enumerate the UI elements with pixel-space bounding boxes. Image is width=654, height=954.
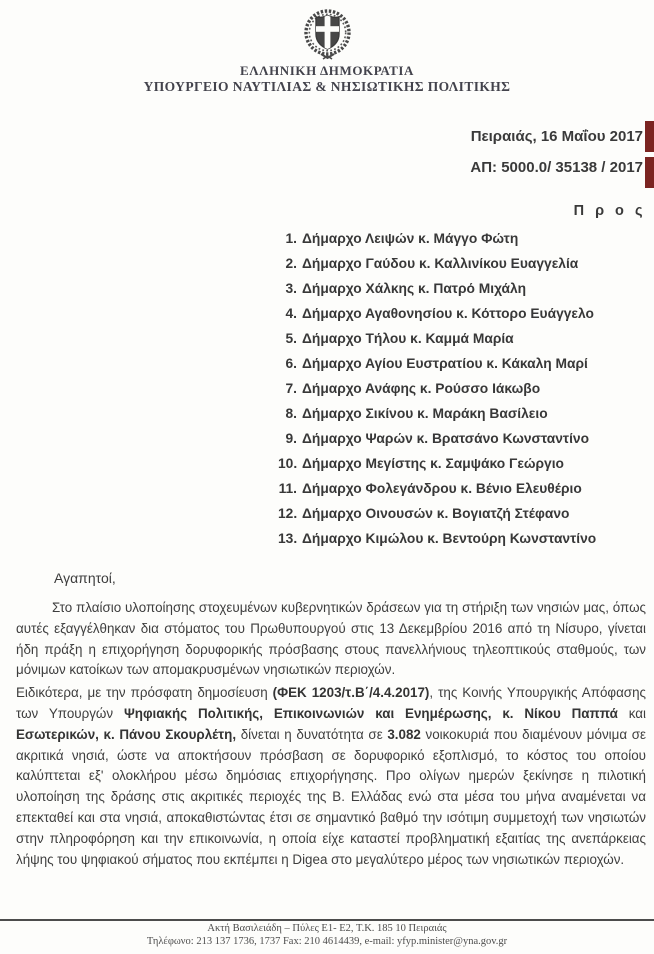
recipient-item: [278, 426, 596, 451]
recipient-name: Δήμαρχο Λειψών κ. Μάγγο Φώτη: [302, 231, 519, 246]
recipient-name: Δήμαρχο Φολεγάνδρου κ. Βένιο Ελευθέριο: [302, 481, 582, 496]
recipient-name: Δήμαρχο Κιμώλου κ. Βεντούρη Κωνσταντίνο: [302, 531, 597, 546]
recipient-number: 8.: [285, 406, 297, 421]
recipient-number: 5.: [285, 331, 297, 346]
recipient-name: Δήμαρχο Αγαθονησίου κ. Κόττορο Ευάγγελο: [302, 306, 594, 321]
letter-body: [16, 598, 646, 870]
recipient-number: 7.: [285, 381, 297, 396]
salutation: Αγαπητοί,: [54, 570, 116, 586]
greek-coat-of-arms-icon: [299, 6, 356, 63]
recipient-item: [278, 526, 596, 551]
footer-divider: [0, 919, 654, 921]
recipient-item: [278, 451, 596, 476]
recipient-name: Δήμαρχο Γαύδου κ. Καλλινίκου Ευαγγελία: [302, 256, 579, 271]
recipient-name: Δήμαρχο Ψαρών κ. Βρατσάνο Κωνσταντίνο: [302, 431, 589, 446]
recipient-number: 2.: [285, 256, 297, 271]
protocol-number: ΑΠ: 5000.0/ 35138 / 2017: [470, 159, 643, 176]
recipient-number: 4.: [285, 306, 297, 321]
recipients-list: [278, 226, 596, 551]
body-paragraph-1: Στο πλαίσιο υλοποίησης στοχευμένων κυβερνητικών δράσεων για τη στήριξη των νησιών μας, όπως αυτές εξαγγέλθηκαν δια στόματος του Πρωθυπουργού στις 13 Δεκεμβρίου 2016 από τη Νίσυρο, γίνεται ήδη πράξη η επιχορήγηση δορυφορικής πρόσβασης στους πανελλήνιους τηλεοπτικούς σταθμούς, των μόνιμων κατοίκων των απομακρυσμένων νησιωτικών περιοχών.: [16, 600, 646, 678]
recipient-item: [278, 301, 596, 326]
recipient-number: 13.: [278, 531, 298, 546]
footer-address: Ακτή Βασιλειάδη – Πύλες Ε1- Ε2, Τ.Κ. 185 10 Πειραιάς: [207, 923, 447, 934]
ministry-title: ΥΠΟΥΡΓΕΙΟ ΝΑΥΤΙΛΙΑΣ & ΝΗΣΙΩΤΙΚΗΣ ΠΟΛΙΤΙΚΗΣ: [143, 79, 511, 94]
recipient-number: 12.: [278, 506, 298, 521]
recipient-item: [278, 376, 596, 401]
recipient-name: Δήμαρχο Τήλου κ. Καμμά Μαρία: [302, 331, 514, 346]
recipient-name: Δήμαρχο Οινουσών κ. Βογιατζή Στέφανο: [302, 506, 570, 521]
recipient-item: [278, 326, 596, 351]
recipient-number: 6.: [285, 356, 297, 371]
recipient-name: Δήμαρχο Χάλκης κ. Πατρό Μιχάλη: [302, 281, 527, 296]
place-and-date: Πειραιάς, 16 Μαΐου 2017: [470, 128, 643, 145]
recipient-name: Δήμαρχο Αγίου Ευστρατίου κ. Κάκαλη Μαρί: [302, 356, 588, 371]
recipient-number: 3.: [285, 281, 297, 296]
recipient-item: [278, 476, 596, 501]
scan-edge-mark: [645, 157, 654, 188]
recipient-number: 9.: [285, 431, 297, 446]
recipient-item: [278, 226, 596, 251]
recipient-item: [278, 401, 596, 426]
recipient-item: [278, 251, 596, 276]
recipient-item: [278, 501, 596, 526]
body-paragraph-2: Ειδικότερα, με την πρόσφατη δημοσίευση (ΦΕΚ 1203/τ.Β΄/4.4.2017), της Κοινής Υπουργικής Απόφασης των Υπουργών Ψηφιακής Πολιτικής, Επικοινωνιών και Ενημέρωσης, κ. Νίκου Παππά και Εσωτερικών, κ. Πάνου Σκουρλέτη, δίνεται η δυνατότητα σε 3.082 νοικοκυριά που διαμένουν μόνιμα σε ακριτικά νησιά, ώστε να αποκτήσουν πρόσβαση σε δορυφορικό εξοπλισμό, το κόστος του οποίου καλύπτεται εξ' ολοκλήρου μέσω δημόσιας επιχορήγησης. Προ ολίγων ημερών ξεκίνησε η πιλοτική υλοποίηση της δράσης στις ακριτικές περιοχές της Β. Ελλάδας ενώ στα μέσα του μήνα αναμένεται να επεκταθεί και στα νησιά, αποκαθιστώντας έτσι σε σημαντικό βαθμό την ισότιμη συμμετοχή των νησιωτών στην πληροφόρηση και την επικοινωνία, η οποία είχε καταστεί προβληματική εξαιτίας της ανεπάρκειας λήψης του ψηφιακού σήματος που εκπέμπει η Digea στο μεγαλύτερο μέρος των νησιωτικών περιοχών.: [16, 685, 646, 867]
recipient-item: [278, 351, 596, 376]
recipient-number: 11.: [278, 481, 297, 496]
republic-title: ΕΛΛΗΝΙΚΗ ΔΗΜΟΚΡΑΤΙΑ: [239, 63, 415, 78]
footer-contact: Τηλέφωνο: 213 137 1736, 1737 Fax: 210 4614439, e-mail: yfyp.minister@yna.gov.gr: [146, 936, 508, 947]
recipient-name: Δήμαρχο Μεγίστης κ. Σαμψάκο Γεώργιο: [302, 456, 564, 471]
recipient-name: Δήμαρχο Σικίνου κ. Μαράκη Βασίλειο: [302, 406, 548, 421]
scan-edge-mark: [645, 121, 654, 152]
recipient-name: Δήμαρχο Ανάφης κ. Ρούσσο Ιάκωβο: [302, 381, 541, 396]
to-label: Π ρ ο ς: [573, 203, 646, 219]
recipient-number: 1.: [285, 231, 297, 246]
recipient-number: 10.: [278, 456, 298, 471]
recipient-item: [278, 276, 596, 301]
